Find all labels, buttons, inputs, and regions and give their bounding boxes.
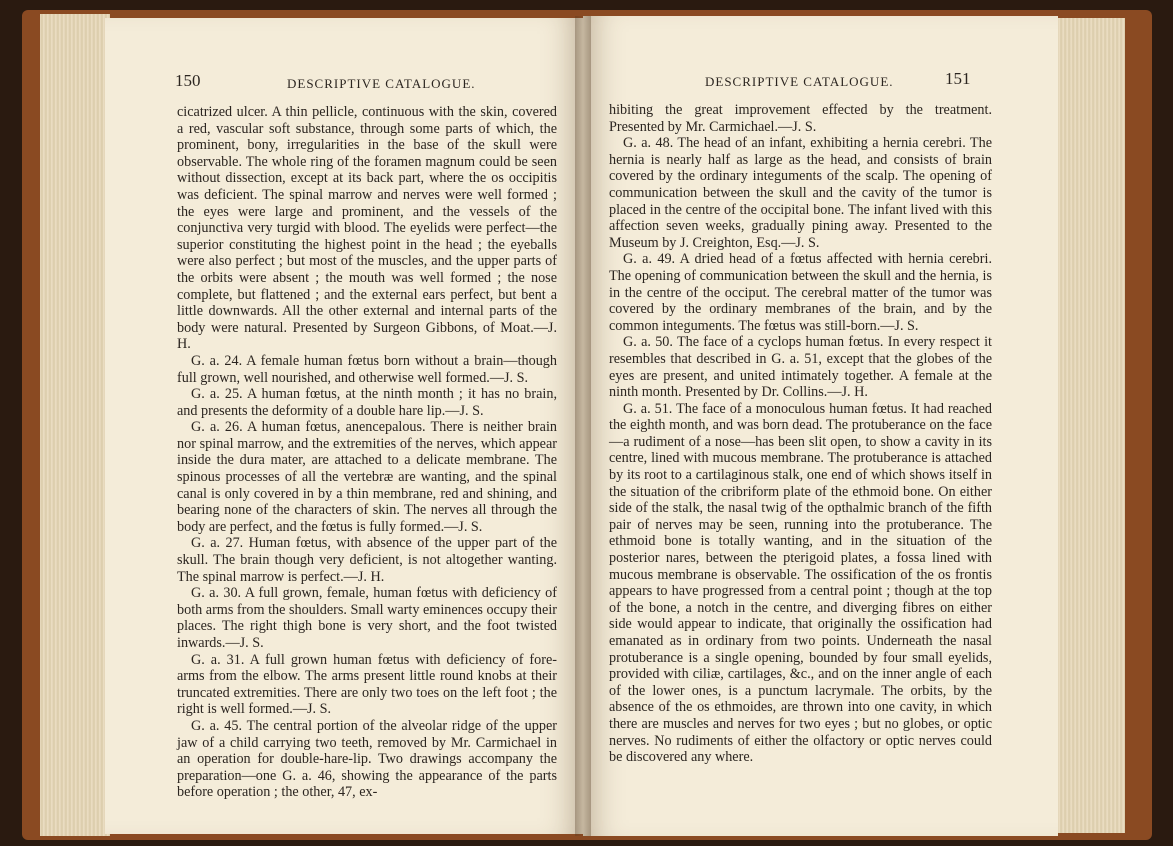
paragraph: G. a. 26. A human fœtus, anencepalous. There is neither brain nor spinal marrow, and the extremities of the nerves, which appear inside the dura mater, are attached to a delicate membrane. The spinous processes of all the vertebræ are wanting, and the spinal canal is only covered in by a thin membrane, red and shining, and bearing none of the characters of skin. The nerves all through the body are perfect, and the fœtus is fully formed.—J. S.: [177, 419, 557, 535]
paragraph: G. a. 25. A human fœtus, at the ninth month ; it has no brain, and presents the deformity of a double hare lip.—J. S.: [177, 386, 557, 419]
paragraph: G. a. 50. The face of a cyclops human fœtus. In every respect it resembles that described in G. a. 51, except that the globes of the eyes are present, and united intimately together. A female at the ninth month. Presented by Dr. Collins.—J. H.: [609, 334, 992, 401]
page-edges-left: [40, 14, 110, 836]
paragraph: G. a. 45. The central portion of the alveolar ridge of the upper jaw of a child carrying two teeth, removed by Mr. Carmichael in an operation for double-hare-lip. Two drawings accompany the preparation—one G. a. 46, showing the appearance of the parts before operation ; the other, 47, ex-: [177, 717, 557, 801]
right-page: [583, 16, 1058, 836]
paragraph: G. a. 24. A female human fœtus born without a brain—though full grown, well nourished, and otherwise well formed.—J. S.: [177, 352, 557, 386]
paragraph: G. a. 31. A full grown human fœtus with deficiency of fore-arms from the elbow. The arms present little round knobs at their truncated extremities. There are only two toes on the left foot ; the right is well formed.—J. S.: [177, 651, 557, 718]
book-gutter: [575, 16, 591, 836]
paragraph: hibiting the great improvement effected by the treatment. Presented by Mr. Carmichael.—J. S.: [609, 102, 992, 135]
paragraph: G. a. 30. A full grown, female, human fœtus with deficiency of both arms from the shoulders. Small warty eminences occupy their places. The right thigh bone is very short, and the foot twisted inwards.—J. S.: [177, 585, 557, 651]
left-page: [105, 18, 583, 834]
page-number: 151: [945, 69, 971, 88]
running-header: DESCRIPTIVE CATALOGUE.: [705, 74, 894, 89]
body-text: [177, 104, 557, 801]
paragraph: G. a. 48. The head of an infant, exhibiting a hernia cerebri. The hernia is nearly half as large as the head, and consists of brain covered by the ordinary integuments of the scalp. The opening of communication between the skull and the cavity of the tumor is placed in the centre of the occipital bone. The infant lived with this affection seven weeks, gradually pining away. Presented to the Museum by J. Creighton, Esq.—J. S.: [609, 135, 992, 251]
body-text: [609, 102, 992, 766]
paragraph: cicatrized ulcer. A thin pellicle, continuous with the skin, covered a red, vascular soft substance, through some parts of which, the prominent, bony, irregularities in the base of the skull were observable. The whole ring of the foramen magnum could be seen without dissection, except at its back part, where the os occipitis was deficient. The spinal marrow and nerves were well formed ; the eyes were large and prominent, and the vessels of the conjunctiva very turgid with blood. The eyelids were perfect—the superior constituting the highest point in the head ; the eyeballs were also perfect ; but most of the muscles, and the upper parts of the orbits were absent ; the mouth was well formed ; the nose complete, but flattened ; and the external ears perfect, but bent a little downwards. All the other external and internal parts of the body were natural. Presented by Surgeon Gibbons, of Moat.—J. H.: [177, 104, 557, 353]
page-number: 150: [175, 71, 201, 90]
paragraph: G. a. 27. Human fœtus, with absence of the upper part of the skull. The brain though very deficient, is not altogether wanting. The spinal marrow is perfect.—J. H.: [177, 535, 557, 585]
paragraph: G. a. 49. A dried head of a fœtus affected with hernia cerebri. The opening of communication between the skull and the hernia, is in the centre of the occiput. The cerebral matter of the tumor was covered by the ordinary membranes of the brain, and by the common integuments. The fœtus was still-born.—J. S.: [609, 251, 992, 334]
running-header: DESCRIPTIVE CATALOGUE.: [287, 76, 476, 91]
page-edges-right: [1055, 18, 1125, 833]
paragraph: G. a. 51. The face of a monoculous human fœtus. It had reached the eighth month, and was born dead. The protuberance on the face—a rudiment of a nose—has been slit open, to show a cavity in its centre, lined with mucous membrane. The protuberance is attached by its root to a cartilaginous stalk, one end of which shows itself in the situation of the cribriform plate of the ethmoid bone. On either side of the stalk, the nasal twig of the opthalmic branch of the fifth pair of nerves may be seen, running into the protuberance. The ethmoid bone is totally wanting, and in the situation of the posterior nares, between the pterigoid plates, a fossa lined with mucous membrane is observable. The ossification of the os frontis appears to have progressed from a central point ; though at the top of the bone, a notch in the centre, and diverging fibres on either side would appear to indicate, that originally the ossification had emanated as in ordinary from two points. Underneath the nasal protuberance is a single opening, bounded by four small eyelids, provided with ciliæ, cartilages, &c., and on the inner angle of each of the lower ones, is a punctum lacrymale. The orbits, by the absence of the os ethmoides, are thrown into one cavity, in which there are muscles and nerves for two eyes ; but no globes, or optic nerves. No rudiments of either the olfactory or optic nerves could be discovered any where.: [609, 400, 992, 766]
